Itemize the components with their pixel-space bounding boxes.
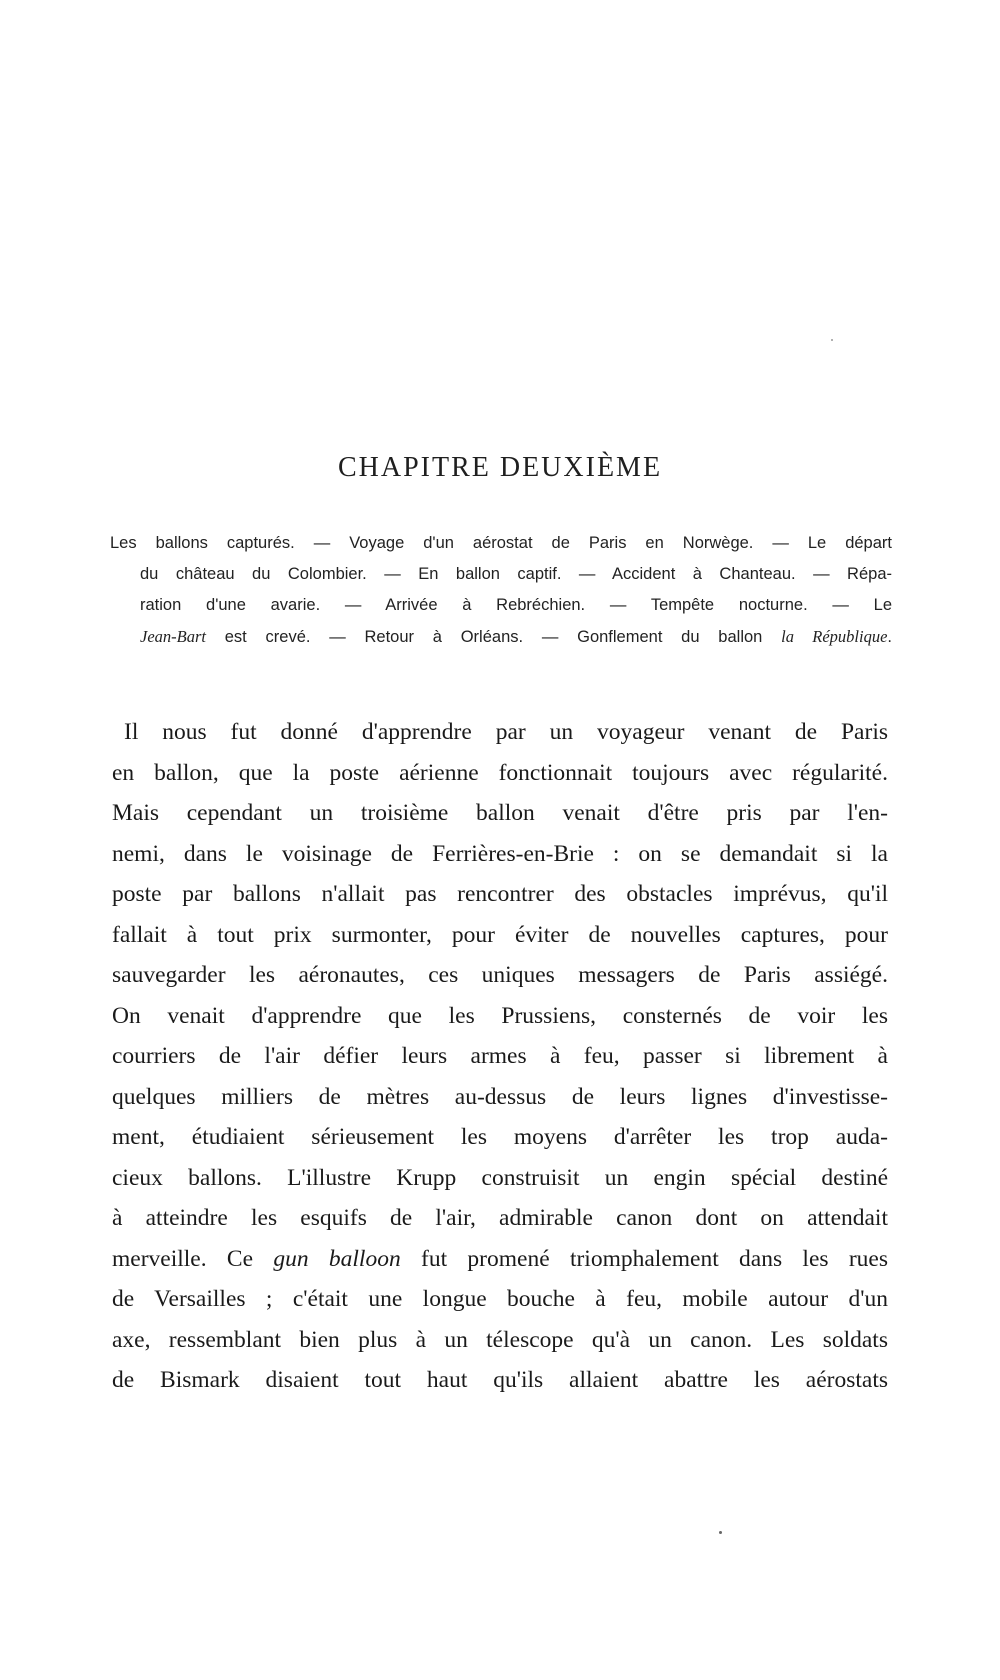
body-line: On venait d'apprendre que les Prussiens, consternés de voir les xyxy=(112,1002,888,1029)
summary-italic-ship-name: Jean-Bart xyxy=(140,627,206,646)
summary-italic-balloon-name: la République xyxy=(781,627,888,646)
body-paragraph xyxy=(112,712,888,1401)
summary-text: . xyxy=(887,628,892,646)
summary-text: est crevé. — Retour à Orléans. — Gonflement du ballon xyxy=(205,628,782,646)
body-line: ment, étudiaient sérieusement les moyens d'arrêter les trop auda- xyxy=(112,1124,888,1150)
body-line: fallait à tout prix surmonter, pour éviter de nouvelles captures, pour xyxy=(112,921,888,948)
summary-line: du château du Colombier. — En ballon captif. — Accident à Chanteau. — Répa- xyxy=(140,565,892,583)
body-line: Mais cependant un troisième ballon venait d'être pris par l'en- xyxy=(112,800,888,826)
paper-speck xyxy=(719,1531,722,1534)
body-line: nemi, dans le voisinage de Ferrières-en-Brie : on se demandait si la xyxy=(112,840,888,867)
body-line: en ballon, que la poste aérienne fonctionnait toujours avec régularité. xyxy=(112,759,888,786)
body-text: fut promené triomphalement dans les rues xyxy=(400,1245,888,1272)
summary-line: ration d'une avarie. — Arrivée à Rebréchien. — Tempête nocturne. — Le xyxy=(140,596,892,614)
body-italic-gun-balloon: gun balloon xyxy=(273,1245,401,1272)
summary-line: Les ballons capturés. — Voyage d'un aérostat de Paris en Norwège. — Le départ xyxy=(110,534,892,552)
body-line: de Versailles ; c'était une longue bouche à feu, mobile autour d'un xyxy=(112,1286,888,1312)
body-line: axe, ressemblant bien plus à un télescope qu'à un canon. Les soldats xyxy=(112,1326,888,1353)
paper-speck xyxy=(831,339,833,341)
body-line: Il nous fut donné d'apprendre par un voyageur venant de Paris xyxy=(124,719,888,745)
body-line: de Bismark disaient tout haut qu'ils allaient abattre les aérostats xyxy=(112,1367,888,1393)
chapter-title: CHAPITRE DEUXIÈME xyxy=(337,452,663,483)
body-text: merveille. Ce xyxy=(112,1245,274,1272)
summary-line xyxy=(110,621,892,653)
body-line: cieux ballons. L'illustre Krupp construisit un engin spécial destiné xyxy=(112,1164,888,1191)
body-line: courriers de l'air défier leurs armes à feu, passer si librement à xyxy=(112,1043,888,1069)
body-line: sauvegarder les aéronautes, ces uniques messagers de Paris assiégé. xyxy=(112,962,888,988)
body-line: à atteindre les esquifs de l'air, admirable canon dont on attendait xyxy=(112,1205,888,1231)
body-line: quelques milliers de mètres au-dessus de leurs lignes d'investisse- xyxy=(112,1083,888,1110)
body-line: poste par ballons n'allait pas rencontrer des obstacles imprévus, qu'il xyxy=(112,881,888,907)
body-line xyxy=(112,1239,888,1280)
chapter-summary xyxy=(110,528,892,653)
